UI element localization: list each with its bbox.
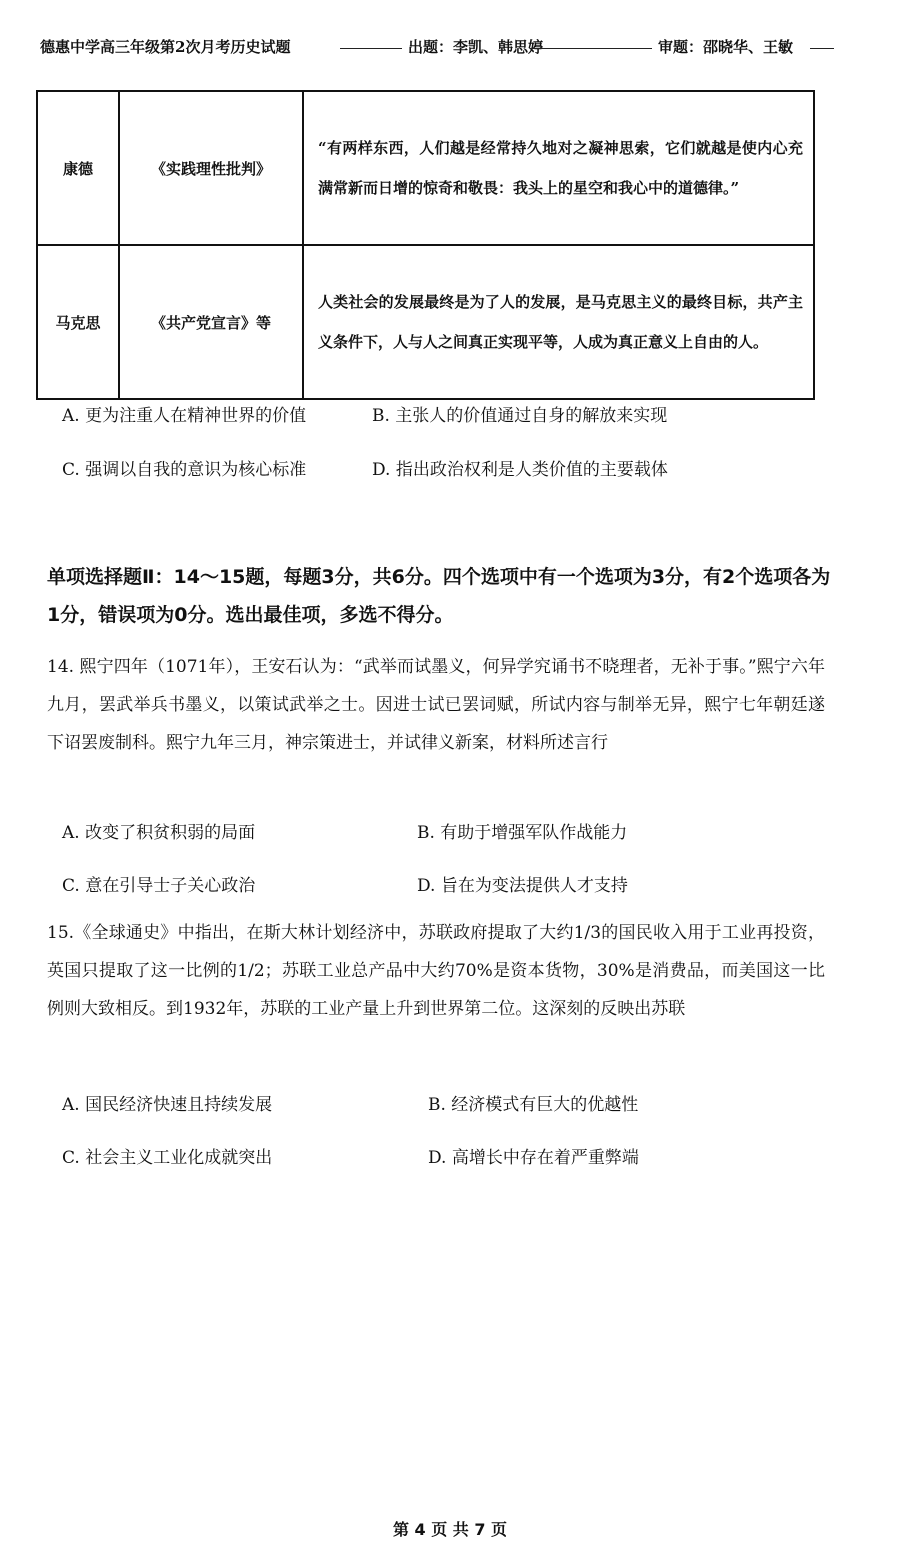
exam-setters: 出题：李凯、韩思婷 (408, 38, 544, 56)
section-heading: 单项选择题Ⅱ：14～15题，每题3分，共6分。四个选项中有一个选项为3分，有2个选项各为1分，错误项为0分。选出最佳项，多选不得分。 (47, 566, 831, 626)
q13-option-c: C. 强调以自我的意识为核心标准 (62, 460, 307, 480)
content-cell: 人类社会的发展最终是为了人的发展，是马克思主义的最终目标，共产主义条件下，人与人之间真正实现平等，人成为真正意义上自由的人。 (303, 245, 814, 399)
page-header (40, 36, 800, 58)
table-row (37, 245, 814, 399)
question-14-stem: 14. 熙宁四年（1071年），王安石认为：“武举而试墨义，何异学究诵书不晓理者，无补于事。”熙宁六年九月，罢武举兵书墨义，以策试武举之士。因进士试已罢词赋，所试内容与制举无异，熙宁七年朝廷遂下诏罢废制科。熙宁九年三月，神宗策进士，并试律义新案，材料所述言行 (47, 657, 825, 753)
material-table (36, 90, 815, 400)
q15-option-c: C. 社会主义工业化成就突出 (62, 1148, 273, 1168)
table-row (37, 91, 814, 245)
exam-reviewers: 审题：邵晓华、王敏 (658, 38, 794, 56)
q15-option-a: A. 国民经济快速且持续发展 (62, 1095, 273, 1115)
q13-option-b: B. 主张人的价值通过自身的解放来实现 (372, 406, 668, 426)
content-cell: “有两样东西，人们越是经常持久地对之凝神思索，它们就越是使内心充满常新而日增的惊奇和敬畏：我头上的星空和我心中的道德律。” (303, 91, 814, 245)
author-cell: 马克思 (37, 245, 119, 399)
q14-option-d: D. 旨在为变法提供人才支持 (417, 876, 628, 896)
author-cell: 康德 (37, 91, 119, 245)
header-rule (340, 48, 402, 49)
q15-option-b: B. 经济模式有巨大的优越性 (428, 1095, 639, 1115)
q13-option-a: A. 更为注重人在精神世界的价值 (62, 406, 307, 426)
header-rule (532, 48, 652, 49)
q14-option-c: C. 意在引导士子关心政治 (62, 876, 256, 896)
q15-option-d: D. 高增长中存在着严重弊端 (428, 1148, 639, 1168)
work-cell: 《实践理性批判》 (119, 91, 303, 245)
q13-option-d: D. 指出政治权利是人类价值的主要载体 (372, 460, 668, 480)
header-rule (810, 48, 834, 49)
work-cell: 《共产党宣言》等 (119, 245, 303, 399)
exam-title: 德惠中学高三年级第2次月考历史试题 (40, 38, 291, 56)
question-15-stem: 15.《全球通史》中指出，在斯大林计划经济中，苏联政府提取了大约1/3的国民收入用于工业再投资，英国只提取了这一比例的1/2；苏联工业总产品中大约70%是资本货物，30%是消费品，而美国这一比例则大致相反。到1932年，苏联的工业产量上升到世界第二位。这深刻的反映出苏联 (47, 923, 825, 1019)
q14-option-b: B. 有助于增强军队作战能力 (417, 823, 628, 843)
q14-option-a: A. 改变了积贫积弱的局面 (62, 823, 256, 843)
page-number: 第 4 页 共 7 页 (392, 1520, 508, 1539)
